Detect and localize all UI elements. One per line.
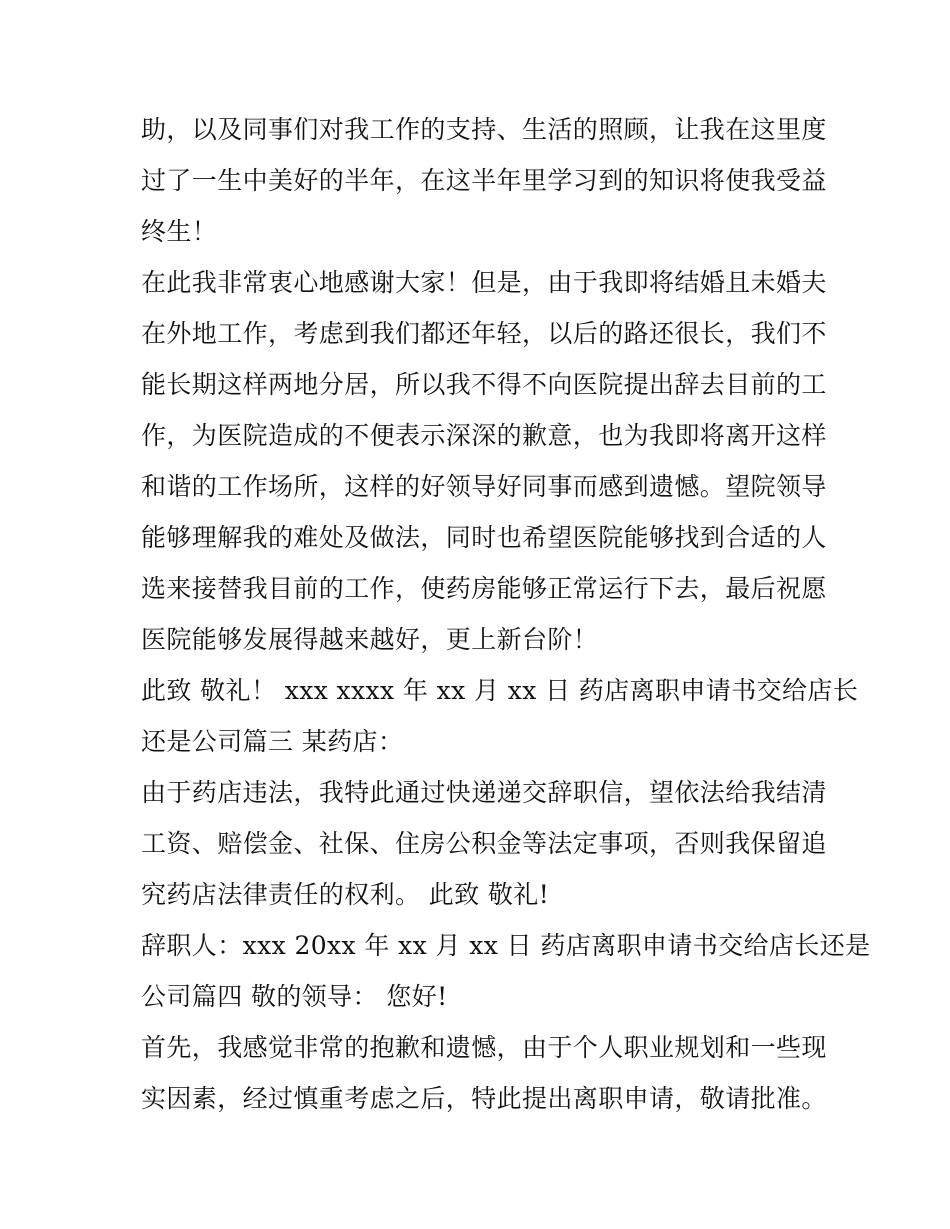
text-line: 选来接替我目前的工作，使药房能够正常运行下去，最后祝愿: [141, 574, 827, 603]
text-line: 能长期这样两地分居，所以我不得不向医院提出辞去目前的工: [141, 370, 827, 399]
text-line: 和谐的工作场所，这样的好领导好同事而感到遗憾。望院领导: [141, 472, 827, 501]
text-line: 究药店法律责任的权利。 此致 敬礼!: [141, 880, 550, 909]
text-line: 终生！: [141, 217, 218, 246]
text-line: 过了一生中美好的半年，在这半年里学习到的知识将使我受益: [141, 166, 827, 195]
text-line: 作，为医院造成的不便表示深深的歉意，也为我即将离开这样: [141, 421, 827, 450]
text-line: 在此我非常衷心地感谢大家！但是，由于我即将结婚且未婚夫: [141, 268, 827, 297]
text-line: 医院能够发展得越来越好，更上新台阶！: [141, 625, 599, 654]
text-line: 实因素，经过慎重考虑之后，特此提出离职申请，敬请批准。: [141, 1084, 827, 1113]
text-line: 辞职人：xxx 20xx 年 xx 月 xx 日 药店离职申请书交给店长还是: [141, 931, 871, 960]
document-body: [141, 104, 871, 1124]
text-line: 在外地工作，考虑到我们都还年轻，以后的路还很长，我们不: [141, 319, 827, 348]
text-line: 此致 敬礼！ xxx xxxx 年 xx 月 xx 日 药店离职申请书交给店长: [141, 676, 859, 705]
text-line: 助，以及同事们对我工作的支持、生活的照顾，让我在这里度: [141, 115, 827, 144]
text-line: 由于药店违法，我特此通过快递递交辞职信，望依法给我结清: [141, 778, 827, 807]
text-line: 公司篇四 敬的领导： 您好!: [141, 982, 448, 1011]
text-line: 首先，我感觉非常的抱歉和遗憾，由于个人职业规划和一些现: [141, 1033, 827, 1062]
text-line: 能够理解我的难处及做法，同时也希望医院能够找到合适的人: [141, 523, 827, 552]
text-line: 工资、赔偿金、社保、住房公积金等法定事项，否则我保留追: [141, 829, 827, 858]
text-line: 还是公司篇三 某药店：: [141, 727, 404, 756]
